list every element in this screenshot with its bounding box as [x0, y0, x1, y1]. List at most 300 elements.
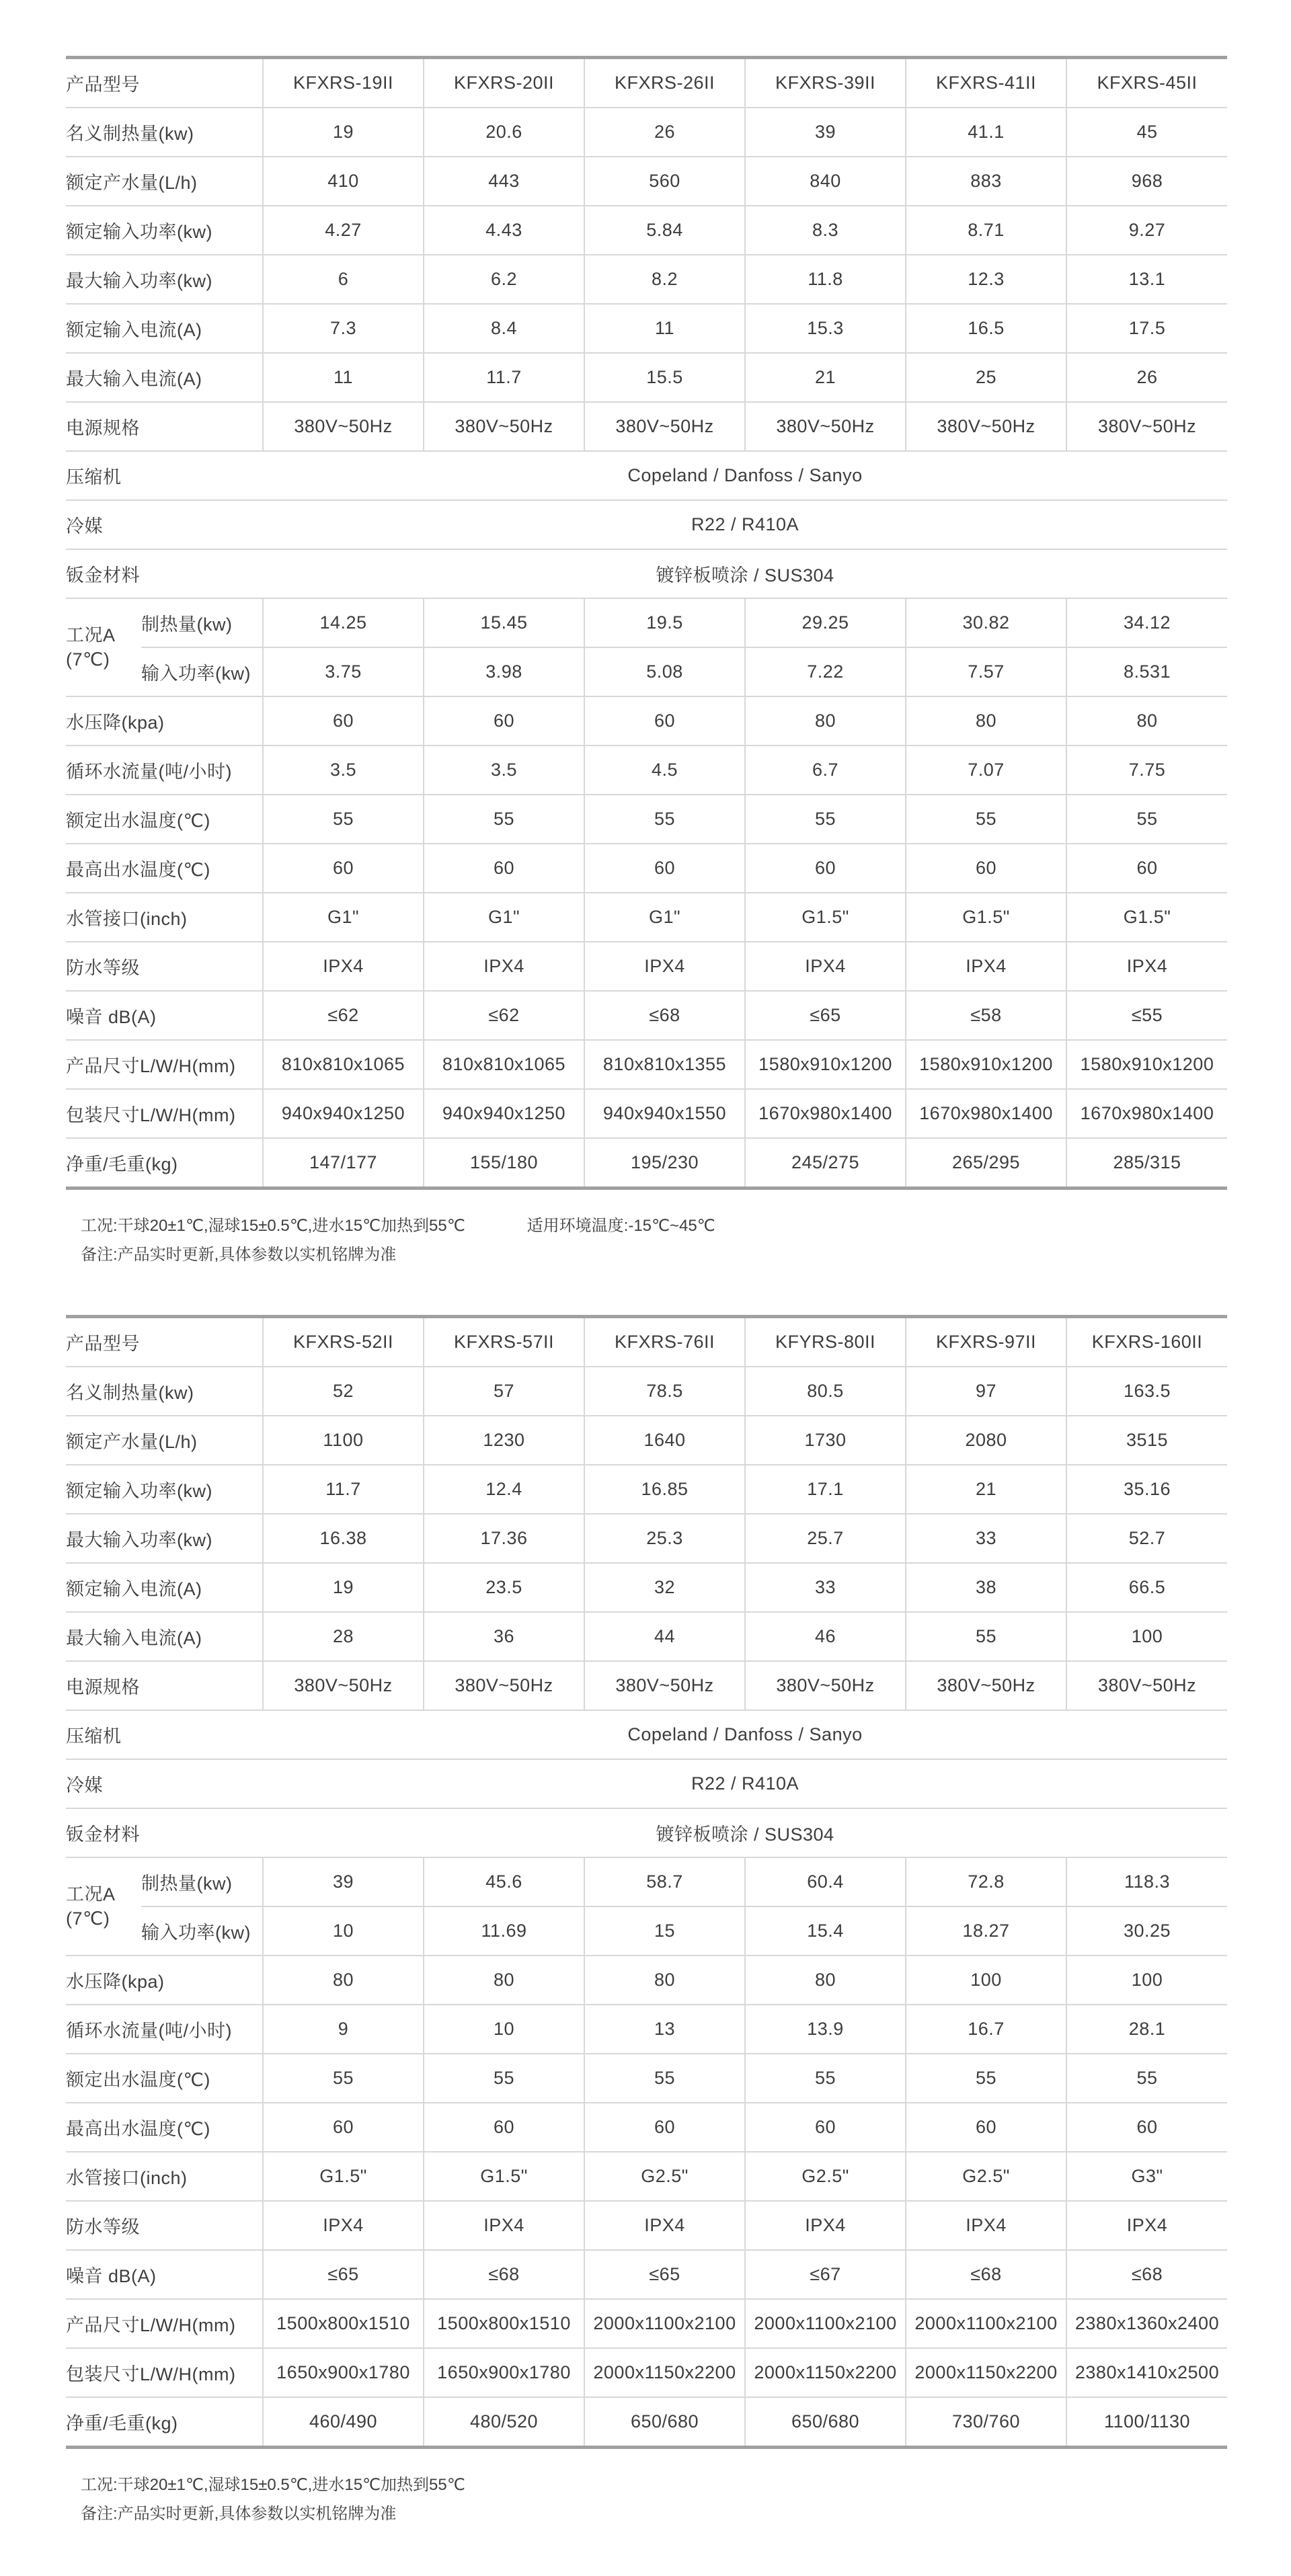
table-row	[66, 598, 1227, 647]
cell-value: 5.84	[584, 206, 745, 255]
cell-value: 55	[584, 795, 745, 844]
row-label: 产品型号	[66, 58, 263, 108]
cell-value: 18.27	[906, 1906, 1066, 1956]
cell-value: 380V~50Hz	[584, 1661, 745, 1710]
cell-value: 9	[263, 2005, 424, 2054]
row-label: 最高出水温度(℃)	[66, 844, 263, 893]
cell-value: 60	[1066, 844, 1227, 893]
cell-value: G3"	[1066, 2152, 1227, 2201]
cell-value: 39	[263, 1857, 424, 1906]
note-remark: 备注:产品实时更新,具体参数以实机铭牌为准	[81, 2505, 397, 2523]
row-label: 循环水流量(吨/小时)	[66, 746, 263, 795]
cell-value: 46	[745, 1612, 906, 1661]
cell-value: 55	[745, 795, 906, 844]
cell-value: 8.3	[745, 206, 906, 255]
table-row	[66, 1808, 1227, 1857]
row-label: 净重/毛重(kg)	[66, 1138, 263, 1189]
cell-model: KFXRS-45II	[1066, 58, 1227, 108]
cell-value: 380V~50Hz	[424, 402, 584, 451]
table-row	[66, 1040, 1227, 1089]
spec-table-section-1	[66, 56, 1227, 1269]
cell-value: 25.7	[745, 1514, 906, 1563]
cell-value: 940x940x1550	[584, 1089, 745, 1138]
cell-value: 6.2	[424, 255, 584, 304]
spec-table-2	[66, 1315, 1227, 2449]
cell-value: 155/180	[424, 1138, 584, 1189]
cell-value: 5.08	[584, 647, 745, 696]
cell-value: 60	[906, 844, 1066, 893]
cell-value: 17.5	[1066, 304, 1227, 353]
table-row	[66, 844, 1227, 893]
row-label: 冷媒	[66, 1759, 263, 1808]
cell-value: 11.69	[424, 1906, 584, 1956]
cell-value: 60	[263, 2103, 424, 2152]
cell-value: 7.3	[263, 304, 424, 353]
cell-value: ≤68	[1066, 2250, 1227, 2299]
row-label: 水管接口(inch)	[66, 893, 263, 942]
row-label: 额定输入电流(A)	[66, 1563, 263, 1612]
cell-value: ≤58	[906, 991, 1066, 1040]
cell-value: 3.98	[424, 647, 584, 696]
table-row	[66, 2348, 1227, 2397]
row-label: 额定产水量(L/h)	[66, 157, 263, 206]
cell-value: 55	[1066, 795, 1227, 844]
cell-value: 2380x1360x2400	[1066, 2299, 1227, 2348]
cell-value: 19.5	[584, 598, 745, 647]
cell-value: 2380x1410x2500	[1066, 2348, 1227, 2397]
row-label: 名义制热量(kw)	[66, 1367, 263, 1416]
cell-value: 72.8	[906, 1857, 1066, 1906]
cell-value: 1500x800x1510	[263, 2299, 424, 2348]
table-row	[66, 1416, 1227, 1465]
cell-value: 118.3	[1066, 1857, 1227, 1906]
cell-value: 3.5	[263, 746, 424, 795]
row-label: 电源规格	[66, 1661, 263, 1710]
cell-value: 55	[424, 2054, 584, 2103]
cell-value: 15.3	[745, 304, 906, 353]
cell-value: 60	[424, 696, 584, 746]
cell-value: G1.5"	[1066, 893, 1227, 942]
cell-value: 16.5	[906, 304, 1066, 353]
cell-value: ≤55	[1066, 991, 1227, 1040]
cell-model: KFXRS-19II	[263, 58, 424, 108]
cell-value: 810x810x1065	[263, 1040, 424, 1089]
cell-value: 13.1	[1066, 255, 1227, 304]
table-row	[66, 58, 1227, 108]
cell-value: 1670x980x1400	[745, 1089, 906, 1138]
table-row	[66, 2299, 1227, 2348]
cell-value: 7.57	[906, 647, 1066, 696]
cell-value: 1230	[424, 1416, 584, 1465]
row-sublabel: 制热量(kw)	[141, 1857, 263, 1906]
cell-value: 380V~50Hz	[745, 1661, 906, 1710]
cell-value: 968	[1066, 157, 1227, 206]
cell-value: 1580x910x1200	[906, 1040, 1066, 1089]
cell-value: 60	[263, 696, 424, 746]
row-label-condition-group	[66, 1857, 141, 1956]
cell-value: 11	[584, 304, 745, 353]
cell-value: 58.7	[584, 1857, 745, 1906]
cell-value: 57	[424, 1367, 584, 1416]
cell-value: 2000x1100x2100	[745, 2299, 906, 2348]
cell-value: 650/680	[745, 2397, 906, 2448]
cell-value: 265/295	[906, 1138, 1066, 1189]
row-label: 冷媒	[66, 500, 263, 549]
cell-value: 8.71	[906, 206, 1066, 255]
table-row	[66, 746, 1227, 795]
cell-value: G1"	[584, 893, 745, 942]
row-label: 最高出水温度(℃)	[66, 2103, 263, 2152]
cell-value: 380V~50Hz	[906, 1661, 1066, 1710]
row-label: 电源规格	[66, 402, 263, 451]
cell-value: 55	[1066, 2054, 1227, 2103]
cell-value: 25	[906, 353, 1066, 402]
cell-value: 560	[584, 157, 745, 206]
cell-value: 380V~50Hz	[745, 402, 906, 451]
cell-value: 44	[584, 1612, 745, 1661]
cell-value: 10	[263, 1906, 424, 1956]
row-label: 循环水流量(吨/小时)	[66, 2005, 263, 2054]
table-row	[66, 795, 1227, 844]
table-row	[66, 1563, 1227, 1612]
cell-value: 21	[906, 1465, 1066, 1514]
cell-value: 1640	[584, 1416, 745, 1465]
cell-value: 52.7	[1066, 1514, 1227, 1563]
cell-value: ≤65	[584, 2250, 745, 2299]
cell-value: 60	[584, 2103, 745, 2152]
cell-value: 55	[906, 795, 1066, 844]
cell-value: 14.25	[263, 598, 424, 647]
cell-value: 33	[906, 1514, 1066, 1563]
cell-value: 1100	[263, 1416, 424, 1465]
table-row	[66, 2250, 1227, 2299]
row-label: 额定输入电流(A)	[66, 304, 263, 353]
cell-value: 1500x800x1510	[424, 2299, 584, 2348]
cell-value: G2.5"	[745, 2152, 906, 2201]
table-row	[66, 1514, 1227, 1563]
cell-value: G1.5"	[424, 2152, 584, 2201]
cell-value: 60.4	[745, 1857, 906, 1906]
cell-value: 55	[584, 2054, 745, 2103]
cell-value: 163.5	[1066, 1367, 1227, 1416]
table-row	[66, 206, 1227, 255]
table-row	[66, 2054, 1227, 2103]
cell-value: G1.5"	[906, 893, 1066, 942]
cell-value: 2000x1100x2100	[906, 2299, 1066, 2348]
cell-value: 55	[263, 2054, 424, 2103]
cell-value: 55	[263, 795, 424, 844]
cell-value: IPX4	[584, 942, 745, 991]
row-label: 最大输入电流(A)	[66, 1612, 263, 1661]
row-label: 包装尺寸L/W/H(mm)	[66, 2348, 263, 2397]
row-label: 包装尺寸L/W/H(mm)	[66, 1089, 263, 1138]
cell-value: 80	[906, 696, 1066, 746]
row-label: 噪音 dB(A)	[66, 2250, 263, 2299]
cell-value: 60	[906, 2103, 1066, 2152]
row-label: 产品尺寸L/W/H(mm)	[66, 1040, 263, 1089]
cell-value: IPX4	[1066, 942, 1227, 991]
row-label: 钣金材料	[66, 549, 263, 598]
cell-value: 147/177	[263, 1138, 424, 1189]
table-row	[66, 1759, 1227, 1808]
cell-value: 25.3	[584, 1514, 745, 1563]
cell-value: 80	[745, 696, 906, 746]
cell-model: KFXRS-52II	[263, 1317, 424, 1367]
cell-value: 6	[263, 255, 424, 304]
cell-value: 1580x910x1200	[745, 1040, 906, 1089]
cell-value: 12.4	[424, 1465, 584, 1514]
cell-value: G2.5"	[584, 2152, 745, 2201]
cell-value: 60	[745, 844, 906, 893]
cell-value: 380V~50Hz	[1066, 402, 1227, 451]
row-label: 水管接口(inch)	[66, 2152, 263, 2201]
row-label: 净重/毛重(kg)	[66, 2397, 263, 2448]
cell-value: 12.3	[906, 255, 1066, 304]
cell-value: IPX4	[745, 2201, 906, 2250]
cell-value: 460/490	[263, 2397, 424, 2448]
cell-value: 2000x1150x2200	[584, 2348, 745, 2397]
cell-value: 97	[906, 1367, 1066, 1416]
cell-value: 52	[263, 1367, 424, 1416]
note-line	[81, 1240, 1227, 1269]
condition-group-label-line: 工况A	[66, 625, 116, 645]
row-label: 钣金材料	[66, 1808, 263, 1857]
cell-model: KFXRS-76II	[584, 1317, 745, 1367]
cell-value: 4.5	[584, 746, 745, 795]
row-label: 最大输入功率(kw)	[66, 255, 263, 304]
cell-value: 7.75	[1066, 746, 1227, 795]
cell-value: 60	[584, 844, 745, 893]
cell-value: 55	[906, 2054, 1066, 2103]
table-row	[66, 157, 1227, 206]
cell-value: 80	[584, 1956, 745, 2005]
cell-value: ≤62	[263, 991, 424, 1040]
cell-value: 11.7	[424, 353, 584, 402]
cell-value: 60	[1066, 2103, 1227, 2152]
cell-value: 380V~50Hz	[1066, 1661, 1227, 1710]
cell-span-value: R22 / R410A	[263, 1759, 1227, 1808]
cell-value: 15	[584, 1906, 745, 1956]
cell-value: 15.4	[745, 1906, 906, 1956]
cell-value: 15.5	[584, 353, 745, 402]
row-label: 额定输入功率(kw)	[66, 1465, 263, 1514]
cell-value: 1650x900x1780	[424, 2348, 584, 2397]
cell-value: 80	[1066, 696, 1227, 746]
cell-value: 11.8	[745, 255, 906, 304]
note-remark: 备注:产品实时更新,具体参数以实机铭牌为准	[81, 1246, 397, 1264]
cell-value: G1.5"	[263, 2152, 424, 2201]
table-row	[66, 2005, 1227, 2054]
note-line	[81, 2499, 1227, 2528]
cell-value: 2080	[906, 1416, 1066, 1465]
cell-value: 15.45	[424, 598, 584, 647]
cell-value: 480/520	[424, 2397, 584, 2448]
row-label: 名义制热量(kw)	[66, 108, 263, 157]
cell-value: 29.25	[745, 598, 906, 647]
cell-value: 9.27	[1066, 206, 1227, 255]
cell-value: 78.5	[584, 1367, 745, 1416]
cell-value: 380V~50Hz	[263, 1661, 424, 1710]
cell-value: ≤65	[745, 991, 906, 1040]
cell-value: 19	[263, 108, 424, 157]
table-row	[66, 549, 1227, 598]
table-row	[66, 353, 1227, 402]
cell-value: 21	[745, 353, 906, 402]
cell-value: 55	[424, 795, 584, 844]
table-row	[66, 402, 1227, 451]
cell-model: KFXRS-26II	[584, 58, 745, 108]
cell-value: 8.4	[424, 304, 584, 353]
cell-value: 80	[263, 1956, 424, 2005]
cell-value: 245/275	[745, 1138, 906, 1189]
cell-value: 28.1	[1066, 2005, 1227, 2054]
cell-value: 8.531	[1066, 647, 1227, 696]
cell-value: 60	[745, 2103, 906, 2152]
table-row	[66, 942, 1227, 991]
table-row	[66, 1956, 1227, 2005]
cell-model: KFXRS-57II	[424, 1317, 584, 1367]
row-label: 水压降(kpa)	[66, 696, 263, 746]
table-row	[66, 1465, 1227, 1514]
cell-value: 16.38	[263, 1514, 424, 1563]
table-notes-2	[66, 2470, 1227, 2528]
table-row	[66, 2201, 1227, 2250]
cell-value: 4.43	[424, 206, 584, 255]
cell-value: 100	[906, 1956, 1066, 2005]
cell-value: 13	[584, 2005, 745, 2054]
cell-value: 16.7	[906, 2005, 1066, 2054]
table-row	[66, 1138, 1227, 1189]
spec-table-section-2	[66, 1315, 1227, 2528]
table-row	[66, 991, 1227, 1040]
row-label: 产品尺寸L/W/H(mm)	[66, 2299, 263, 2348]
cell-value: 45	[1066, 108, 1227, 157]
row-label: 压缩机	[66, 1710, 263, 1759]
cell-value: IPX4	[745, 942, 906, 991]
cell-span-value: 镀锌板喷涂 / SUS304	[263, 549, 1227, 598]
cell-value: 34.12	[1066, 598, 1227, 647]
cell-value: 285/315	[1066, 1138, 1227, 1189]
spec-table-1	[66, 56, 1227, 1190]
note-ambient-temp: 适用环境温度:-15℃~45℃	[526, 1217, 715, 1235]
cell-value: IPX4	[584, 2201, 745, 2250]
cell-value: IPX4	[906, 942, 1066, 991]
cell-value: 3.75	[263, 647, 424, 696]
cell-value: 1670x980x1400	[1066, 1089, 1227, 1138]
cell-value: 10	[424, 2005, 584, 2054]
table-row	[66, 451, 1227, 500]
cell-value: 80	[745, 1956, 906, 2005]
table-notes-1	[66, 1211, 1227, 1269]
note-test-condition: 工况:干球20±1℃,湿球15±0.5℃,进水15℃加热到55℃	[81, 2476, 465, 2494]
cell-model: KFXRS-20II	[424, 58, 584, 108]
cell-model: KFYRS-80II	[745, 1317, 906, 1367]
cell-value: 380V~50Hz	[906, 402, 1066, 451]
cell-value: 7.07	[906, 746, 1066, 795]
cell-value: ≤65	[263, 2250, 424, 2299]
cell-value: 8.2	[584, 255, 745, 304]
row-sublabel: 输入功率(kw)	[141, 647, 263, 696]
row-label: 噪音 dB(A)	[66, 991, 263, 1040]
cell-model: KFXRS-39II	[745, 58, 906, 108]
cell-value: G1.5"	[745, 893, 906, 942]
cell-value: 940x940x1250	[263, 1089, 424, 1138]
cell-value: IPX4	[424, 942, 584, 991]
table-row	[66, 893, 1227, 942]
cell-value: 28	[263, 1612, 424, 1661]
cell-value: ≤62	[424, 991, 584, 1040]
table-row	[66, 1317, 1227, 1367]
cell-value: 810x810x1355	[584, 1040, 745, 1089]
cell-value: 730/760	[906, 2397, 1066, 2448]
cell-value: 41.1	[906, 108, 1066, 157]
cell-value: 4.27	[263, 206, 424, 255]
cell-value: 1650x900x1780	[263, 2348, 424, 2397]
cell-value: 410	[263, 157, 424, 206]
row-label: 最大输入电流(A)	[66, 353, 263, 402]
cell-value: 55	[906, 1612, 1066, 1661]
cell-value: 16.85	[584, 1465, 745, 1514]
cell-value: 2000x1150x2200	[745, 2348, 906, 2397]
note-line	[81, 2470, 1227, 2499]
cell-value: 60	[424, 844, 584, 893]
condition-group-label-line: (7℃)	[66, 1908, 110, 1929]
cell-value: 1670x980x1400	[906, 1089, 1066, 1138]
condition-group-label-line: (7℃)	[66, 649, 110, 670]
table-row	[66, 2397, 1227, 2448]
cell-value: 3515	[1066, 1416, 1227, 1465]
cell-value: 33	[745, 1563, 906, 1612]
cell-span-value: 镀锌板喷涂 / SUS304	[263, 1808, 1227, 1857]
table-row	[66, 255, 1227, 304]
cell-value: 100	[1066, 1956, 1227, 2005]
cell-value: 650/680	[584, 2397, 745, 2448]
table-row	[66, 1857, 1227, 1906]
row-label-condition-group	[66, 598, 141, 696]
row-label: 压缩机	[66, 451, 263, 500]
cell-value: 60	[584, 696, 745, 746]
cell-value: 80.5	[745, 1367, 906, 1416]
cell-value: 2000x1100x2100	[584, 2299, 745, 2348]
cell-value: 20.6	[424, 108, 584, 157]
row-sublabel: 输入功率(kw)	[141, 1906, 263, 1956]
cell-value: 810x810x1065	[424, 1040, 584, 1089]
row-label: 额定出水温度(℃)	[66, 795, 263, 844]
cell-value: 60	[424, 2103, 584, 2152]
table-row	[66, 1089, 1227, 1138]
table-row	[66, 500, 1227, 549]
row-label: 防水等级	[66, 2201, 263, 2250]
cell-value: 380V~50Hz	[584, 402, 745, 451]
cell-value: G1"	[424, 893, 584, 942]
cell-value: 45.6	[424, 1857, 584, 1906]
note-test-condition: 工况:干球20±1℃,湿球15±0.5℃,进水15℃加热到55℃	[81, 1217, 465, 1235]
cell-value: G2.5"	[906, 2152, 1066, 2201]
cell-value: IPX4	[906, 2201, 1066, 2250]
cell-value: 940x940x1250	[424, 1089, 584, 1138]
cell-value: 32	[584, 1563, 745, 1612]
cell-value: 1100/1130	[1066, 2397, 1227, 2448]
cell-value: ≤68	[584, 991, 745, 1040]
cell-model: KFXRS-160II	[1066, 1317, 1227, 1367]
cell-value: G1"	[263, 893, 424, 942]
note-line	[81, 1211, 1227, 1240]
cell-span-value: Copeland / Danfoss / Sanyo	[263, 1710, 1227, 1759]
cell-value: 36	[424, 1612, 584, 1661]
row-sublabel: 制热量(kw)	[141, 598, 263, 647]
cell-span-value: Copeland / Danfoss / Sanyo	[263, 451, 1227, 500]
cell-value: 1580x910x1200	[1066, 1040, 1227, 1089]
